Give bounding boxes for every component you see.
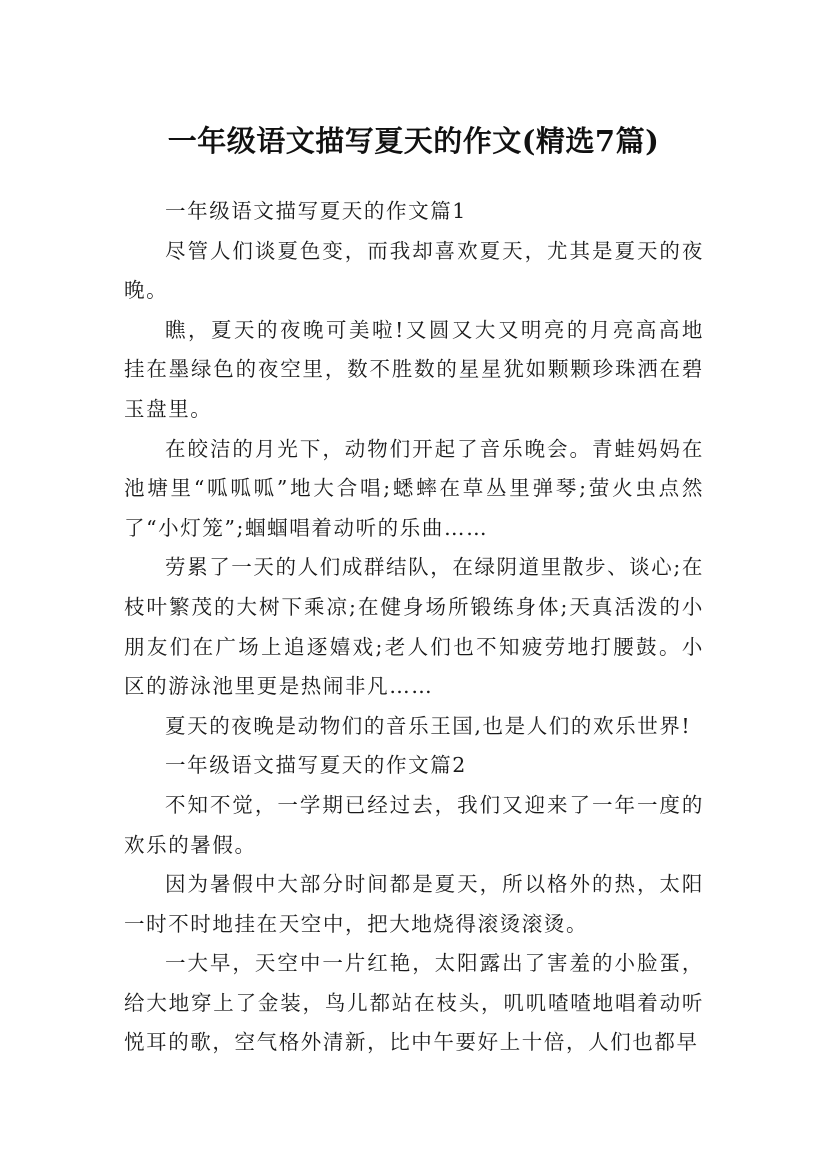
paragraph: 劳累了一天的人们成群结队，在绿阴道里散步、谈心;在枝叶繁茂的大树下乘凉;在健身场所锻练身体;天真活泼的小朋友们在广场上追逐嬉戏;老人们也不知疲劳地打腰鼓。小区的游泳池里更是热闹非凡……: [124, 555, 704, 699]
paragraph: 尽管人们谈夏色变，而我却喜欢夏天，尤其是夏天的夜晚。: [124, 238, 704, 303]
paragraph: 一大早，天空中一片红艳，太阳露出了害羞的小脸蛋，给大地穿上了金装，鸟儿都站在枝头，叽叽喳喳地唱着动听悦耳的歌，空气格外清新，比中午要好上十倍，人们也都早: [124, 951, 704, 1055]
paragraph: 因为暑假中大部分时间都是夏天，所以格外的热，太阳一时不时地挂在天空中，把大地烧得滚烫滚烫。: [124, 872, 704, 936]
paragraph: 在皎洁的月光下，动物们开起了音乐晚会。青蛙妈妈在池塘里“呱呱呱”地大合唱;蟋蟀在草丛里弹琴;萤火虫点然了“小灯笼”;蝈蝈唱着动听的乐曲……: [124, 436, 704, 540]
paragraph: 一年级语文描写夏天的作文篇1: [165, 199, 467, 223]
document-body: [124, 192, 704, 1063]
paragraph: 不知不觉，一学期已经过去，我们又迎来了一年一度的欢乐的暑假。: [124, 792, 704, 857]
paragraph: 一年级语文描写夏天的作文篇2: [165, 753, 467, 778]
document-title: 一年级语文描写夏天的作文(精选7篇): [167, 124, 660, 159]
paragraph: 瞧，夏天的夜晚可美啦!又圆又大又明亮的月亮高高地挂在墨绿色的夜空里，数不胜数的星星犹如颗颗珍珠洒在碧玉盘里。: [124, 317, 704, 421]
paragraph: 夏天的夜晚是动物们的音乐王国,也是人们的欢乐世界!: [165, 713, 692, 738]
